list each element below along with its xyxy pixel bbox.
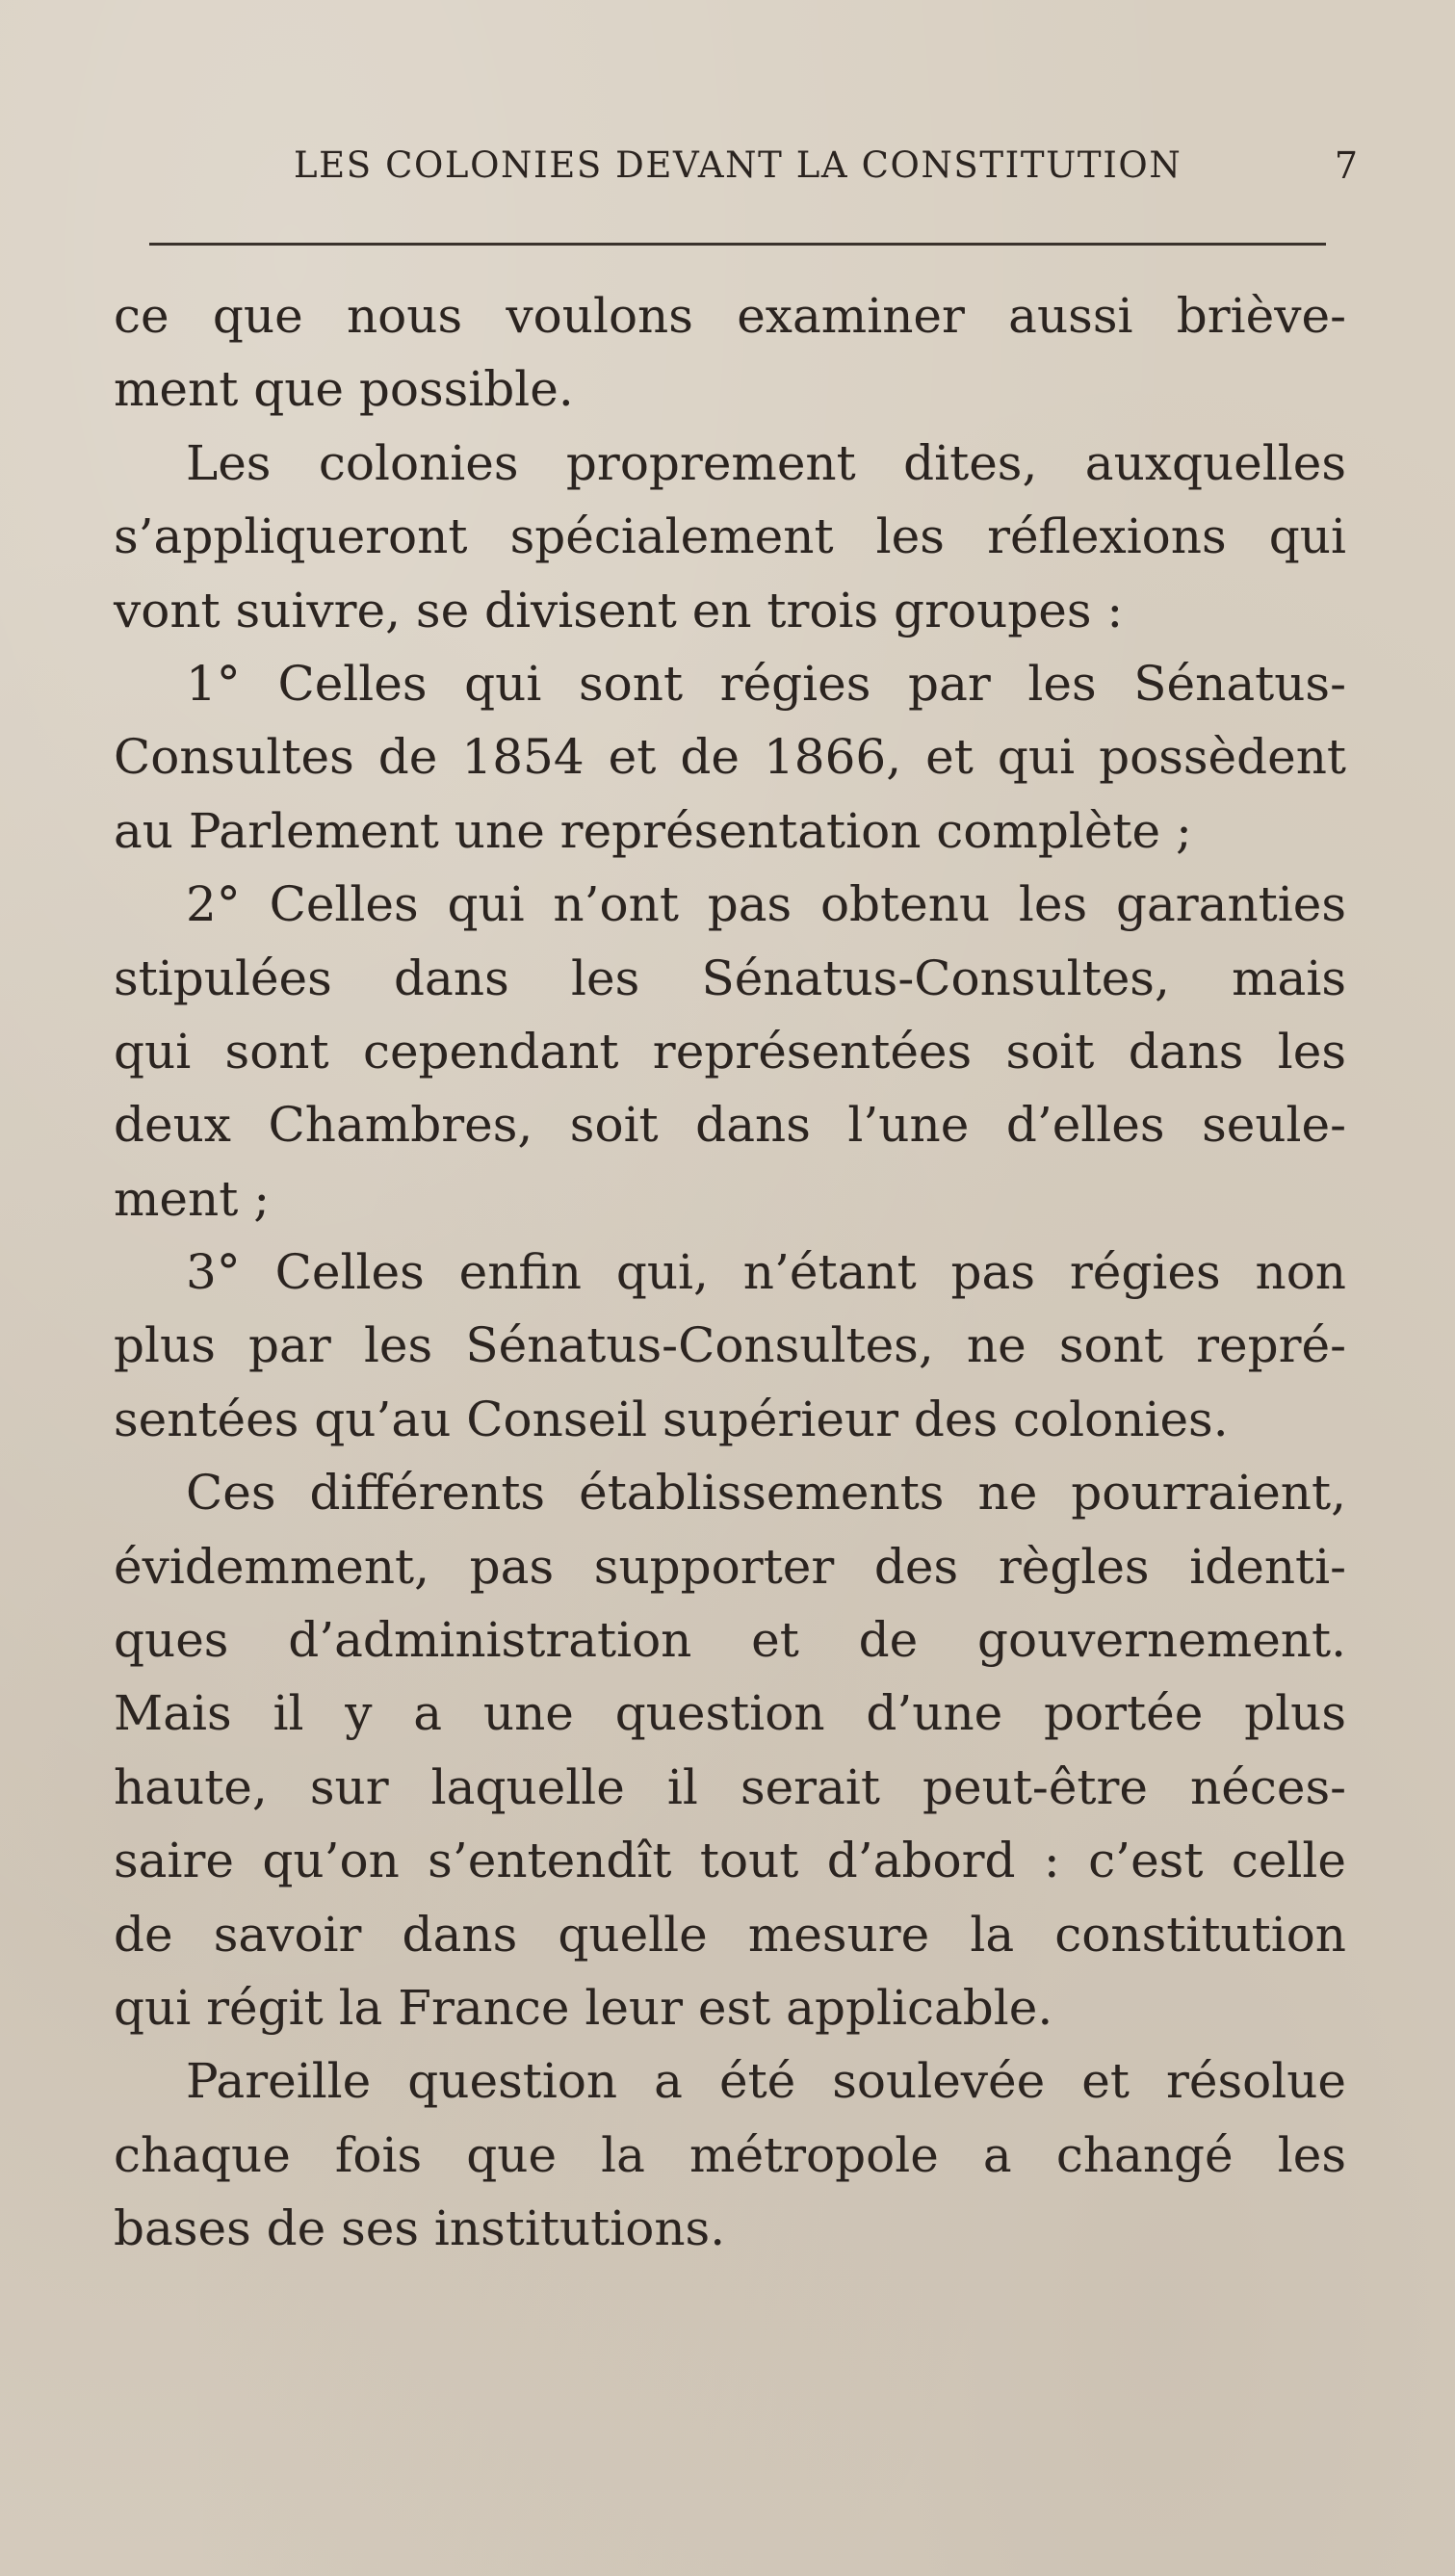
text-line: Consultes de 1854 et de 1866, et qui possèdent [114,729,1346,786]
text-line: chaque fois que la métropole a changé les [114,2126,1346,2183]
text-line: stipulées dans les Sénatus-Consultes, mais [114,950,1346,1006]
header-rule [149,243,1326,246]
text-line: plus par les Sénatus-Consultes, ne sont repré- [114,1317,1346,1374]
text-line: ment ; [114,1170,271,1227]
text-line: sentées qu’au Conseil supérieur des colonies. [114,1391,1229,1447]
text-line: Les colonies proprement dites, auxquelles [186,434,1346,491]
page-number: 7 [1334,144,1358,187]
running-title: LES COLONIES DEVANT LA CONSTITUTION [294,144,1182,186]
text-line: Mais il y a une question d’une portée plus [114,1685,1346,1742]
text-line: ment que possible. [114,361,574,418]
text-line: évidemment, pas supporter des règles identi- [114,1538,1346,1595]
text-line: qui sont cependant représentées soit dans les [114,1023,1346,1080]
text-line: Pareille question a été soulevée et résolue [186,2053,1346,2110]
text-line: saire qu’on s’entendît tout d’abord : c’est celle [114,1833,1346,1889]
text-line: deux Chambres, soit dans l’une d’elles seule- [114,1097,1346,1154]
text-line: Ces différents établissements ne pourraient, [186,1465,1346,1522]
text-line: s’appliqueront spécialement les réflexions qui [114,508,1346,565]
text-line: 2° Celles qui n’ont pas obtenu les garanties [186,876,1346,933]
text-line: 1° Celles qui sont régies par les Sénatus- [186,655,1346,712]
text-line: 3° Celles enfin qui, n’étant pas régies non [186,1244,1346,1301]
text-line: de savoir dans quelle mesure la constitution [114,1906,1346,1963]
body-text [114,279,1346,2266]
text-line: qui régit la France leur est applicable. [114,1979,1053,2036]
text-line: ques d’administration et de gouvernement. [114,1612,1346,1669]
text-line: au Parlement une représentation complète ; [114,802,1192,859]
text-line: ce que nous voulons examiner aussi briève- [114,288,1346,344]
running-head [149,144,1358,202]
text-line: haute, sur laquelle il serait peut-être néces- [114,1758,1346,1815]
text-line: vont suivre, se divisent en trois groupes : [114,582,1124,638]
text-line: bases de ses institutions. [114,2200,726,2257]
